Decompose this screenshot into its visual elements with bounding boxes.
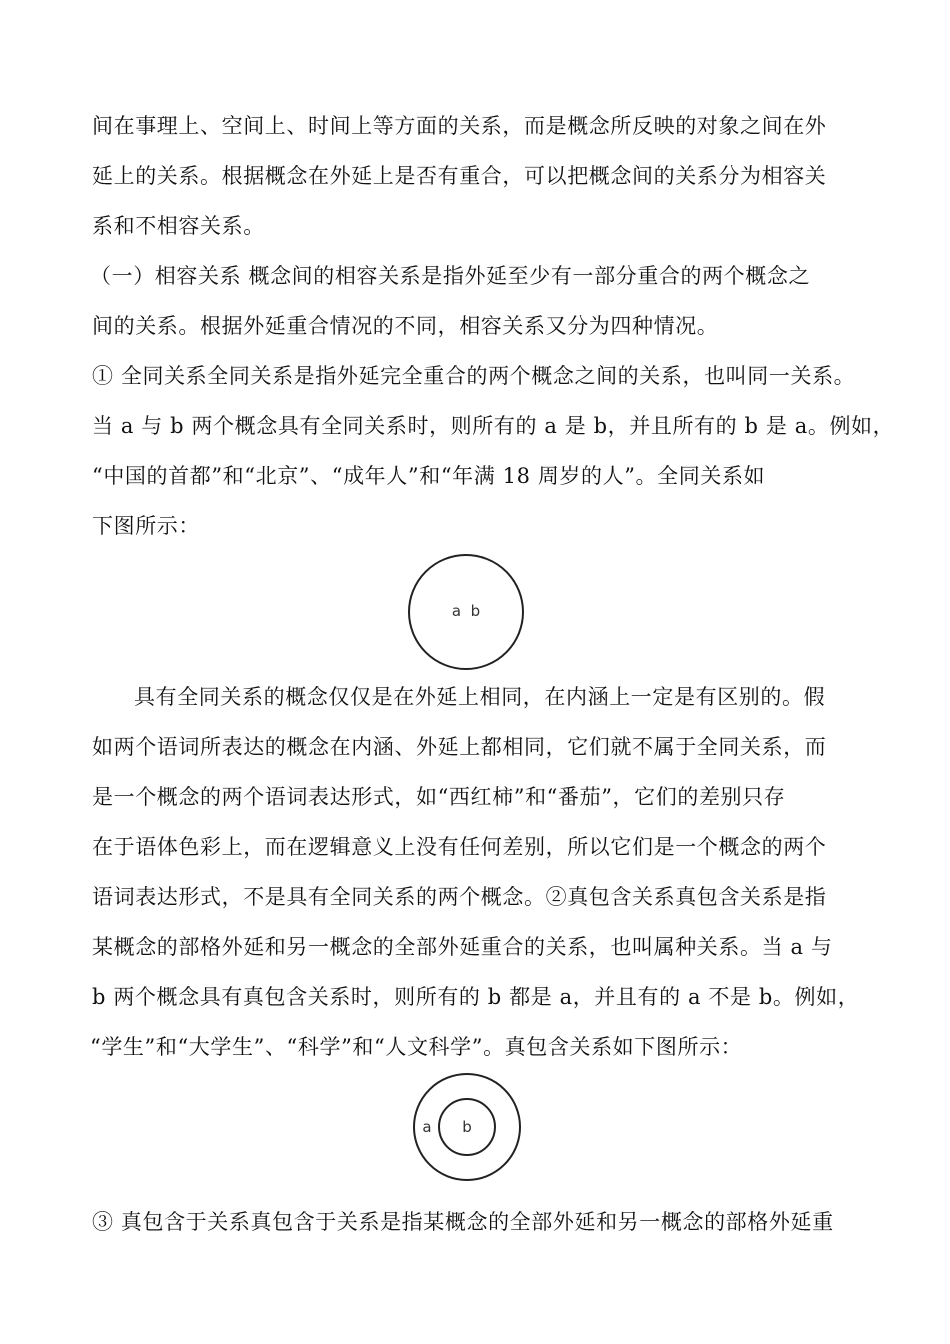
text-line: 如两个语词所表达的概念在内涵、外延上都相同，它们就不属于全同关系，而: [92, 735, 827, 759]
text-line: 系和不相容关系。: [92, 214, 265, 238]
text-line: ③ 真包含于关系真包含于关系是指某概念的全部外延和另一概念的部格外延重: [92, 1210, 834, 1234]
inclusion-relation-diagram: [409, 1069, 525, 1185]
text-line: 具有全同关系的概念仅仅是在外延上相同，在内涵上一定是有区别的。假: [134, 685, 826, 709]
text-line: 间在事理上、空间上、时间上等方面的关系，而是概念所反映的对象之间在外: [92, 114, 827, 138]
text-line: ① 全同关系全同关系是指外延完全重合的两个概念之间的关系，也叫同一关系。: [92, 364, 856, 388]
text-line: 当 a 与 b 两个概念具有全同关系时，则所有的 a 是 b，并且所有的 b 是 a。例如，: [92, 414, 895, 438]
text-line: “学生”和“大学生”、“科学”和“人文科学”。真包含关系如下图所示：: [90, 1035, 743, 1059]
text-line: 在于语体色彩上，而在逻辑意义上没有任何差别，所以它们是一个概念的两个: [92, 835, 827, 859]
identity-label: a b: [451, 602, 481, 620]
section-heading-line: （一）相容关系 概念间的相容关系是指外延至少有一部分重合的两个概念之: [90, 264, 811, 288]
text-line: 间的关系。根据外延重合情况的不同，相容关系又分为四种情况。: [92, 314, 719, 338]
text-line: b 两个概念具有真包含关系时，则所有的 b 都是 a，并且有的 a 不是 b。例如，: [92, 985, 860, 1009]
text-line: 语词表达形式，不是具有全同关系的两个概念。②真包含关系真包含关系是指: [92, 885, 827, 909]
identity-relation-diagram: [404, 550, 528, 674]
inner-label: b: [462, 1118, 472, 1136]
outer-label: a: [422, 1118, 432, 1136]
text-line: 下图所示：: [92, 514, 200, 538]
text-line: 是一个概念的两个语词表达形式，如“西红柿”和“番茄”，它们的差别只存: [92, 785, 786, 809]
text-line: 某概念的部格外延和另一概念的全部外延重合的关系，也叫属种关系。当 a 与: [92, 935, 833, 959]
text-line: 延上的关系。根据概念在外延上是否有重合，可以把概念间的关系分为相容关: [92, 164, 827, 188]
text-line: “中国的首都”和“北京”、“成年人”和“年满 18 周岁的人”。全同关系如: [92, 464, 766, 488]
